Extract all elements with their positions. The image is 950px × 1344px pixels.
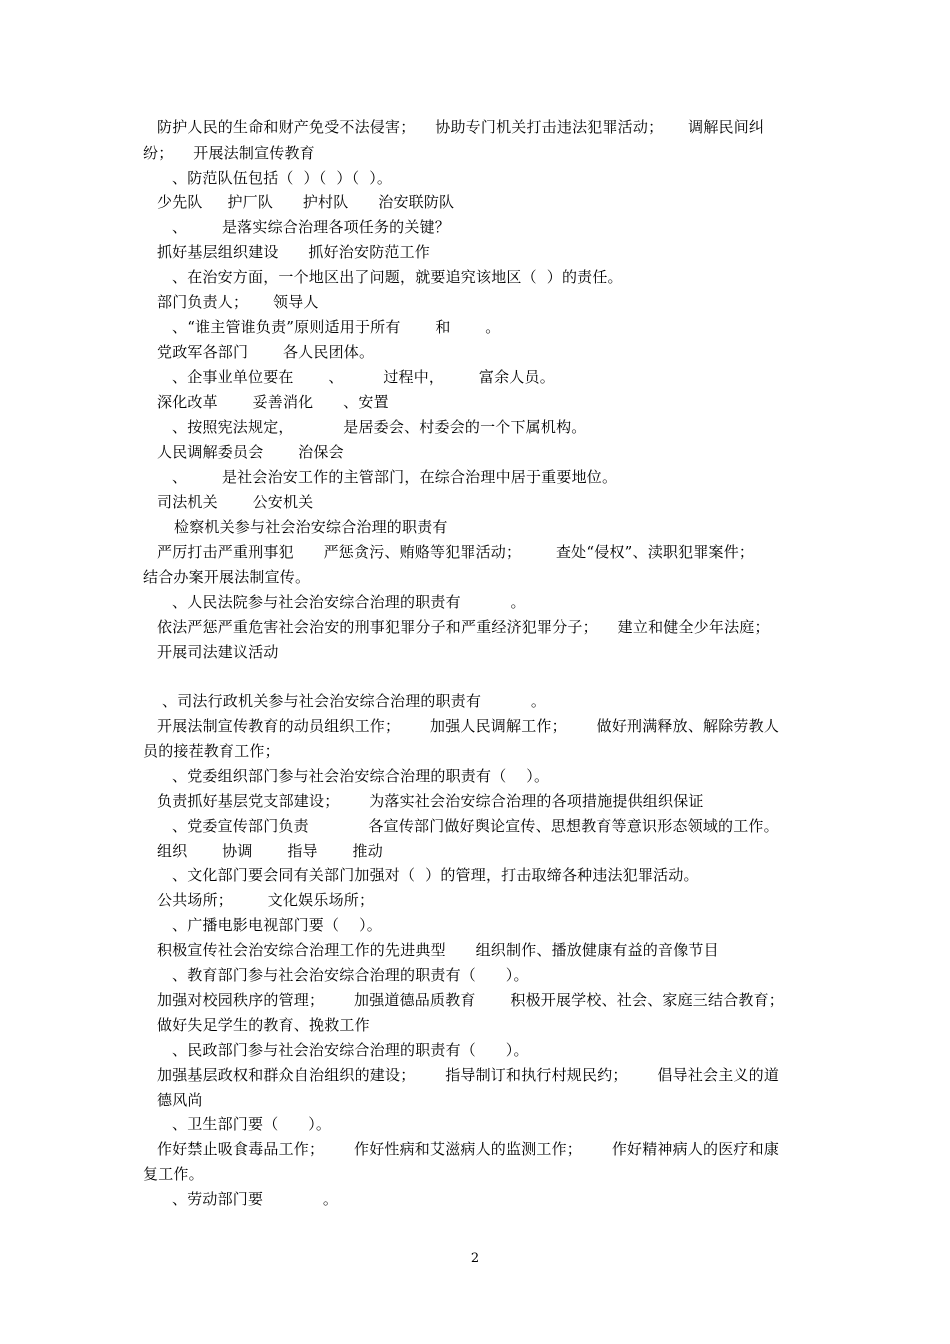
text-line: 结合办案开展法制宣传。 (143, 568, 311, 586)
text-line: 、防范队伍包括（ ）（ ）（ ）。 (172, 169, 393, 187)
text-line: 、广播电影电视部门要（ ）。 (172, 916, 382, 934)
text-line: 负责抓好基层党支部建设； 为落实社会治安综合治理的各项措施提供组织保证 (157, 792, 704, 810)
text-line: 、民政部门参与社会治安综合治理的职责有（ ）。 (172, 1041, 529, 1059)
text-line: 少先队 护厂队 护村队 治安联防队 (157, 193, 455, 211)
text-line: 防护人民的生命和财产免受不法侵害； 协助专门机关打击违法犯罪活动； 调解民间纠 (157, 118, 765, 136)
text-line: 纷； 开展法制宣传教育 (143, 144, 315, 162)
text-line: 加强基层政权和群众自治组织的建设； 指导制订和执行村规民约； 倡导社会主义的道 (157, 1066, 780, 1084)
text-line: 严厉打击严重刑事犯 严惩贪污、贿赂等犯罪活动； 查处“侵权”、渎职犯罪案件； (157, 543, 755, 561)
text-line: 、劳动部门要 。 (172, 1190, 339, 1208)
text-line: 党政军各部门 各人民团体。 (157, 343, 375, 361)
text-line: 组织 协调 指导 推动 (157, 842, 383, 860)
text-line: 、教育部门参与社会治安综合治理的职责有（ ）。 (172, 966, 529, 984)
text-line: 依法严惩严重危害社会治安的刑事犯罪分子和严重经济犯罪分子； 建立和健全少年法庭； (157, 618, 770, 636)
text-line: 复工作。 (143, 1165, 204, 1183)
text-line: 积极宣传社会治安综合治理工作的先进典型 组织制作、播放健康有益的音像节目 (157, 941, 719, 959)
text-line: 开展法制宣传教育的动员组织工作； 加强人民调解工作； 做好刑满释放、解除劳教人 (157, 717, 780, 735)
text-line: 公共场所； 文化娱乐场所； (157, 891, 375, 909)
text-line: 人民调解委员会 治保会 (157, 443, 344, 461)
text-line: 、文化部门要会同有关部门加强对（ ）的管理，打击取缔各种违法犯罪活动。 (172, 866, 699, 884)
text-line: 检察机关参与社会治安综合治理的职责有 (174, 518, 448, 536)
text-line: 、党委组织部门参与社会治安综合治理的职责有（ ）。 (172, 767, 550, 785)
text-line: 德风尚 (157, 1091, 203, 1109)
text-line: 、 是落实综合治理各项任务的关键？ (172, 218, 450, 236)
text-line: 司法机关 公安机关 (157, 493, 314, 511)
text-line: 、卫生部门要（ ）。 (172, 1115, 332, 1133)
text-line: 、 是社会治安工作的主管部门，在综合治理中居于重要地位。 (172, 468, 618, 486)
text-line: 员的接茬教育工作； (143, 742, 280, 760)
text-line: 深化改革 妥善消化 、安置 (157, 393, 389, 411)
text-line: 部门负责人； 领导人 (157, 293, 319, 311)
text-line: 、企事业单位要在 、 过程中， 富余人员。 (172, 368, 555, 386)
text-line: 做好失足学生的教育、挽救工作 (157, 1016, 370, 1034)
text-line: 、党委宣传部门负责 各宣传部门做好舆论宣传、思想教育等意识形态领域的工作。 (172, 817, 779, 835)
text-line: 、司法行政机关参与社会治安综合治理的职责有 。 (162, 692, 547, 710)
text-line: 开展司法建议活动 (157, 643, 279, 661)
text-line: 、在治安方面，一个地区出了问题，就要追究该地区（ ）的责任。 (172, 268, 623, 286)
text-line: 抓好基层组织建设 抓好治安防范工作 (157, 243, 431, 261)
text-line: 、“谁主管谁负责”原则适用于所有 和 。 (172, 318, 501, 336)
page-number: 2 (470, 1251, 480, 1266)
text-line: 、人民法院参与社会治安综合治理的职责有 。 (172, 593, 526, 611)
text-line: 加强对校园秩序的管理； 加强道德品质教育 积极开展学校、社会、家庭三结合教育； (157, 991, 784, 1009)
text-line: 、按照宪法规定， 是居委会、村委会的一个下属机构。 (172, 418, 587, 436)
text-line: 作好禁止吸食毒品工作； 作好性病和艾滋病人的监测工作； 作好精神病人的医疗和康 (157, 1140, 780, 1158)
